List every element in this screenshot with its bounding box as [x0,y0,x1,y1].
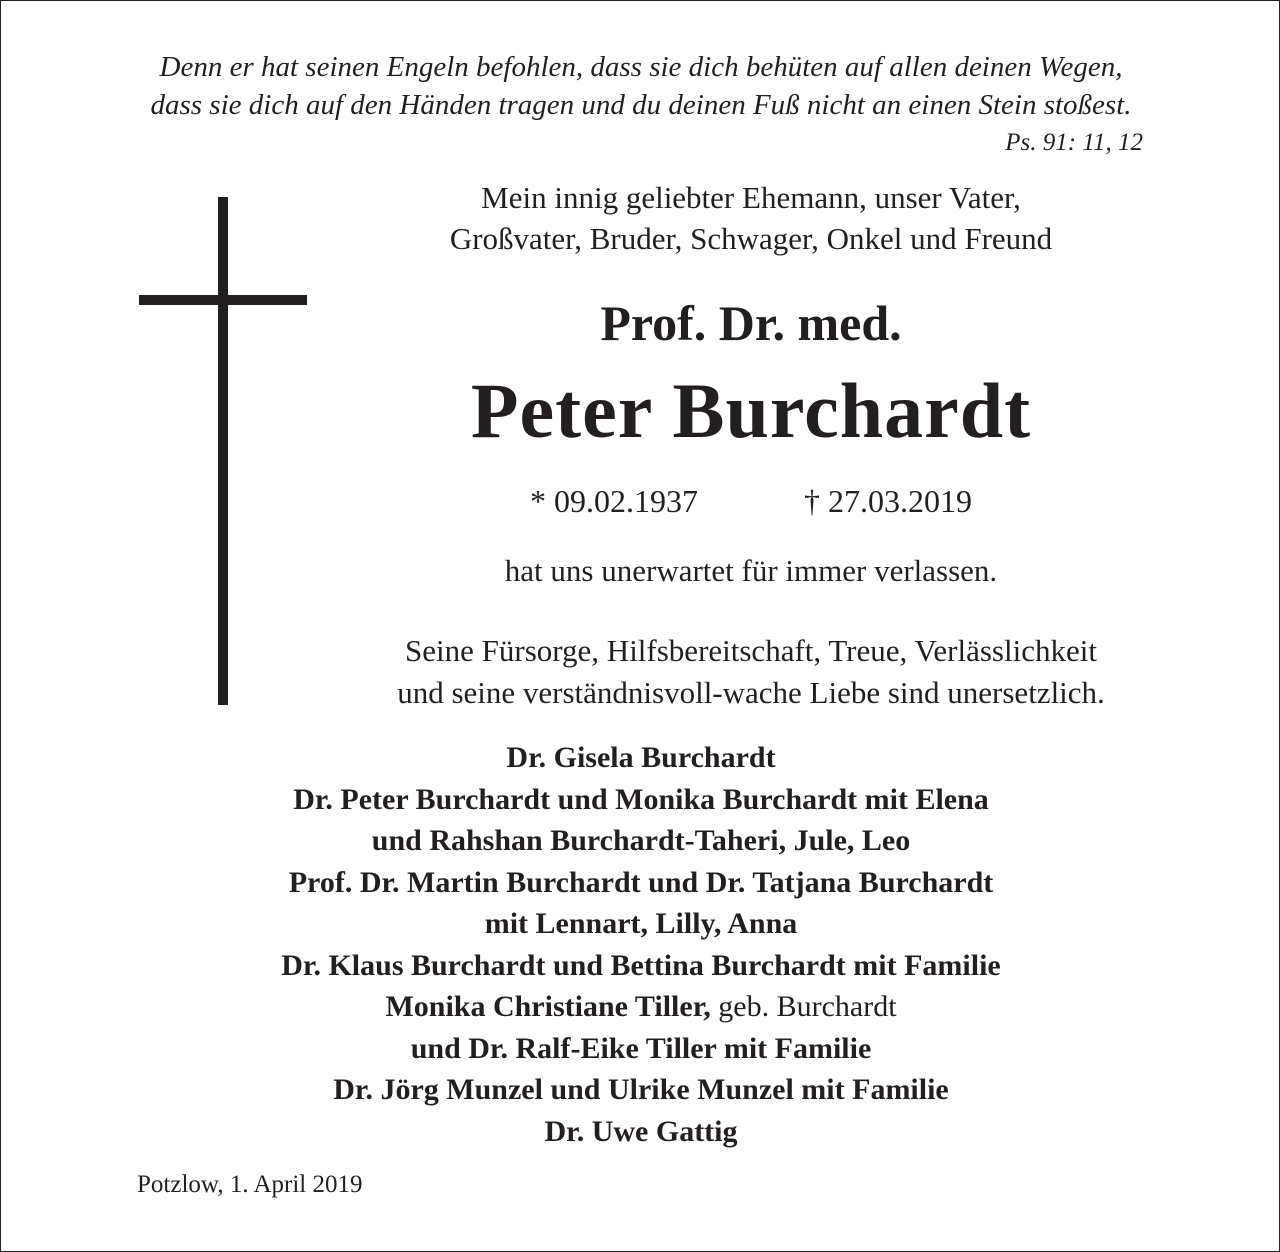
intro-line-1: Mein innig geliebter Ehemann, unser Vater, [481,180,1021,215]
life-dates [331,481,1171,521]
mourner-line: Dr. Klaus Burchardt und Bettina Burchardt mit Familie [281,948,1001,982]
bible-reference: Ps. 91: 11, 12 [1005,129,1143,156]
academic-titles: Prof. Dr. med. [600,295,902,351]
mourner-line: Dr. Uwe Gattig [544,1114,738,1148]
mourner-line: Dr. Peter Burchardt und Monika Burchardt mit Elena [293,782,989,816]
mourner-line: Prof. Dr. Martin Burchardt und Dr. Tatjana Burchardt [288,865,994,899]
mourners-list [1,737,1280,1152]
message-line-2: Seine Fürsorge, Hilfsbereitschaft, Treue, Verlässlichkeit [405,633,1097,668]
deceased-name: Peter Burchardt [470,367,1032,454]
cross-vertical-bar [218,197,228,705]
mourner-name: Monika Christiane Tiller, [385,990,711,1023]
maiden-name-note: geb. Burchardt [710,990,897,1023]
bible-quote-line-2: dass sie dich auf den Händen tragen und du deinen Fuß nicht an einen Stein stoßest. [150,89,1132,121]
birth-date: * 09.02.1937 [530,483,698,519]
mourner-line [1,986,1280,1028]
place-and-date: Potzlow, 1. April 2019 [137,1171,363,1198]
mourner-line: Dr. Jörg Munzel und Ulrike Munzel mit Familie [333,1073,949,1106]
mourner-line: mit Lennart, Lilly, Anna [484,907,798,940]
bible-quote-line-1: Denn er hat seinen Engeln befohlen, dass sie dich behüten auf allen deinen Wegen, [159,51,1123,83]
message-line-3: und seine verständnisvoll-wache Liebe sind unersetzlich. [397,675,1105,710]
death-date: † 27.03.2019 [804,483,972,519]
message-line-1: hat uns unerwartet für immer verlassen. [504,553,998,588]
mourner-line: und Dr. Ralf-Eike Tiller mit Familie [410,1031,872,1065]
intro-line-2: Großvater, Bruder, Schwager, Onkel und Freund [449,221,1053,256]
cross-horizontal-bar [139,295,307,305]
mourner-line: und Rahshan Burchardt-Taheri, Jule, Leo [371,824,911,857]
mourner-line: Dr. Gisela Burchardt [506,741,776,774]
